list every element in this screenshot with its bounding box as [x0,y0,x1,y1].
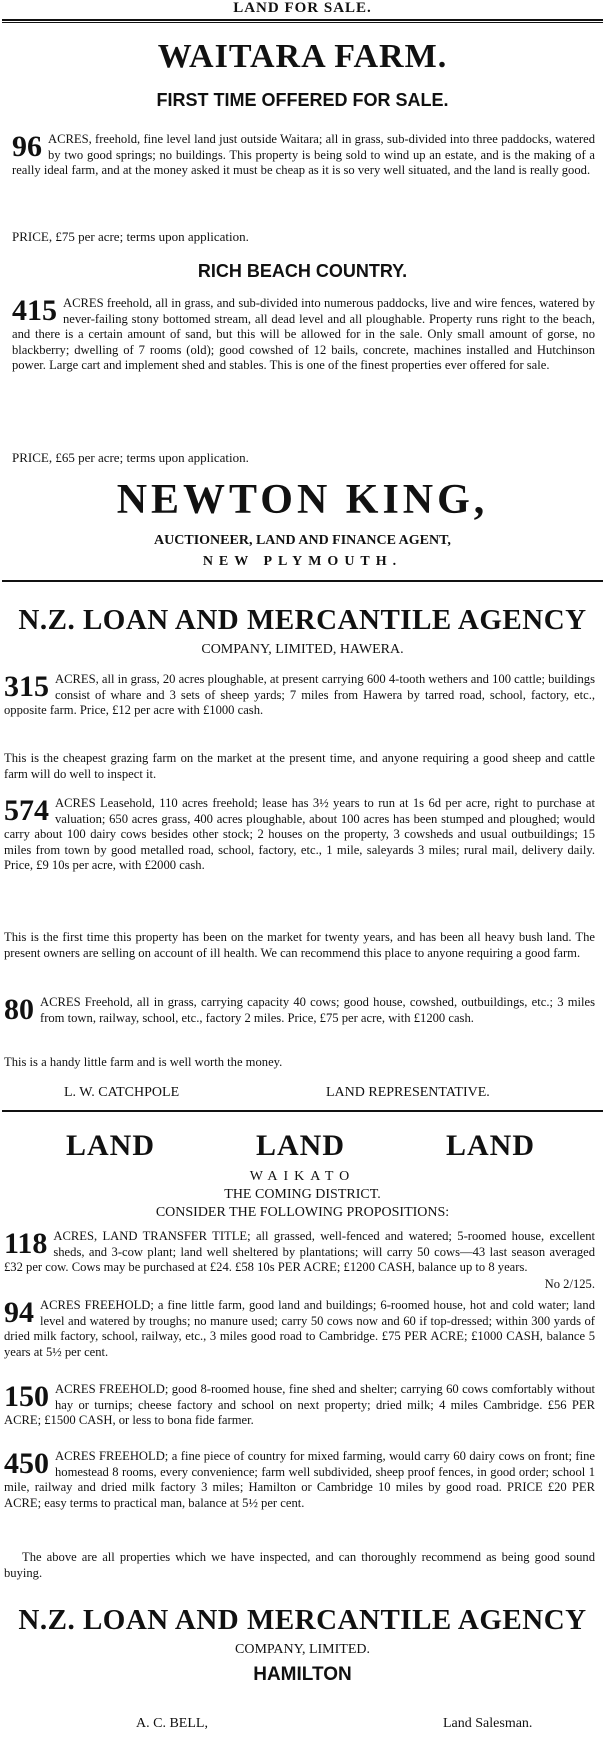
nzloan-hawera-title: N.Z. LOAN AND MERCANTILE AGENCY [18,604,587,636]
listing-number: 415 [12,294,57,327]
listing-text: ACRES Leasehold, 110 acres freehold; lease has 3½ years to run at 1s 6d per acre, right to purchase at valuation; 650 acres grass, 400 acres ploughable, about 100 acres has been stumped and ploughed; would carry about 100 dairy cows besides other stock; 2 houses on the property, 3 cowsheds and usual outbuildings; 15 miles from town by good metalled road, school, factory, etc., 1 mile, saleyards 3 miles; rural mail, delivery daily. Price, £9 10s per acre, with £2000 cash. [4,796,595,872]
nzloan-hamilton-subtitle: COMPANY, LIMITED. [235,1642,370,1657]
listing-text: ACRES FREEHOLD; a fine little farm, good land and buildings; 6-roomed house, hot and cold water; land level and watered by troughs; no manure used; carry 50 cows now and 60 if top-dressed; within 300 yards of dried milk factory, school, railway, etc., 3 miles good road to Cambridge. £75 PER ACRE; £1000 CASH, balance 5 years at 5½ per cent. [4,1298,595,1359]
listing-ref: No 2/125. [544,1277,595,1291]
listing-number: 96 [12,130,42,163]
listing-text: ACRES, LAND TRANSFER TITLE; all grassed, well-fenced and watered; 5-roomed house, excellent sheds, and 3-cow plant; land well sheltered by plantations; will carry 50 cows—43 last season averaged £32 per cow. Cows may be purchased at £24. £58 10s PER ACRE; £1200 CASH, balance up to 8 years. [4,1229,595,1274]
listing-text: ACRES FREEHOLD; a fine piece of country for mixed farming, would carry 60 dairy cows on front; fine homestead 8 rooms, every convenience; farm well subdivided, sheep proof fences, in good order; school 1 mile, railway and dried milk factory 3 miles; Hamilton or Cambridge 10 miles by good road. PRICE £20 PER ACRE; easy terms to practical man, balance at 5½ per cent. [4,1449,595,1510]
listing-note: This is a handy little farm and is well worth the money. [4,1055,283,1069]
listing-574 [4,796,595,874]
waitara-subtitle: FIRST TIME OFFERED FOR SALE. [156,90,449,110]
listing-note: This is the cheapest grazing farm on the market at the present time, and anyone requiring a good sheep and cattle farm will do well to inspect it. [4,751,595,781]
listing-450 [4,1449,595,1511]
listing-number: 94 [4,1296,34,1329]
listing-text: ACRES freehold, all in grass, and sub-divided into numerous paddocks, live and wire fences, watered by never-failing stony bottomed stream, all dead level and all ploughable. Property runs right to the beach, and there is a certain amount of sand, but this will be allowed for in the sale. Only small amount of gorse, no blackberry; dwelling of 7 rooms (old); good cowshed of 12 bails, concrete, machines installed and Hutchinson power. Large cart and implement shed and stables. This is one of the finest properties ever offered for sale. [12,296,595,372]
listing-number: 118 [4,1227,48,1260]
beach-price: PRICE, £65 per acre; terms upon application. [12,450,249,465]
waitara-title: WAITARA FARM. [157,38,448,75]
waikato-consider: CONSIDER THE FOLLOWING PROPOSITIONS: [155,1205,450,1220]
waikato-tagline: THE COMING DISTRICT. [224,1187,381,1202]
nzloan-hawera-subtitle: COMPANY, LIMITED, HAWERA. [201,642,404,657]
nzloan-hamilton-title: N.Z. LOAN AND MERCANTILE AGENCY [18,1604,587,1636]
land-heading-1: LAND [66,1129,156,1162]
listing-80 [4,995,595,1026]
listing-text: ACRES FREEHOLD; good 8-roomed house, fine shed and shelter; carrying 60 cows comfortably without hay or turnips; cheese factory and school on next property; dried milk; 4 miles Cambridge. £56 PER ACRE; £1500 CASH, or less to bona fide farmer. [4,1382,595,1427]
divider [2,580,603,582]
signoff-name: L. W. CATCHPOLE [64,1085,180,1100]
listing-note: This is the first time this property has been on the market for twenty years, and has been all heavy bush land. The present owners are selling on account of ill health. We can recommend this place to anyone requiring a good farm. [4,930,595,960]
listing-118 [4,1229,595,1276]
waikato-region: WAIKATO [249,1169,356,1184]
listing-number: 80 [4,993,34,1026]
land-heading-2: LAND [256,1129,346,1162]
newton-king-name: NEWTON KING, [116,477,489,523]
beach-listing [12,296,595,374]
divider [2,22,603,23]
signoff-title: LAND REPRESENTATIVE. [326,1085,490,1100]
listing-number: 574 [4,794,49,827]
listing-150 [4,1382,595,1429]
waikato-closing: The above are all properties which we have inspected, and can thoroughly recommend as being good sound buying. [4,1550,595,1580]
listing-number: 315 [4,670,49,703]
beach-title: RICH BEACH COUNTRY. [197,261,408,281]
listing-315 [4,672,595,719]
divider [2,19,603,21]
signoff-title: Land Salesman. [443,1716,533,1731]
listing-number: 450 [4,1447,49,1480]
land-heading-3: LAND [446,1129,536,1162]
listing-number: 150 [4,1380,49,1413]
listing-text: ACRES Freehold, all in grass, carrying capacity 40 cows; good house, cowshed, outbuildings, etc.; 3 miles from town, railway, school, etc., factory 2 miles. Price, £75 per acre, with £1200 cash. [40,995,595,1025]
listing-text: ACRES, all in grass, 20 acres ploughable, at present carrying 600 4-tooth wethers and 100 cattle; buildings consist of whare and 3 sets of sheep yards; 7 miles from Hawera by tarred road, school, factory, etc., opposite farm. Price, £12 per acre with £1000 cash. [4,672,595,717]
section-header: LAND FOR SALE. [233,0,372,16]
listing-94 [4,1298,595,1360]
listing-text: ACRES, freehold, fine level land just outside Waitara; all in grass, sub-divided into three paddocks, watered by two good springs; no buildings. This property is being sold to wind up an estate, and is the making of a really ideal farm, and at the money asked it must be cheap as it is so very well situated, and the land is really good. [12,132,595,177]
waitara-listing [12,132,595,179]
newton-king-role: AUCTIONEER, LAND AND FINANCE AGENT, [154,533,451,548]
signoff-name: A. C. BELL, [136,1716,208,1731]
divider [2,1110,603,1112]
nzloan-hamilton-town: HAMILTON [253,1664,352,1685]
waitara-price: PRICE, £75 per acre; terms upon application. [12,229,249,244]
newton-king-town: NEW PLYMOUTH. [202,554,403,569]
